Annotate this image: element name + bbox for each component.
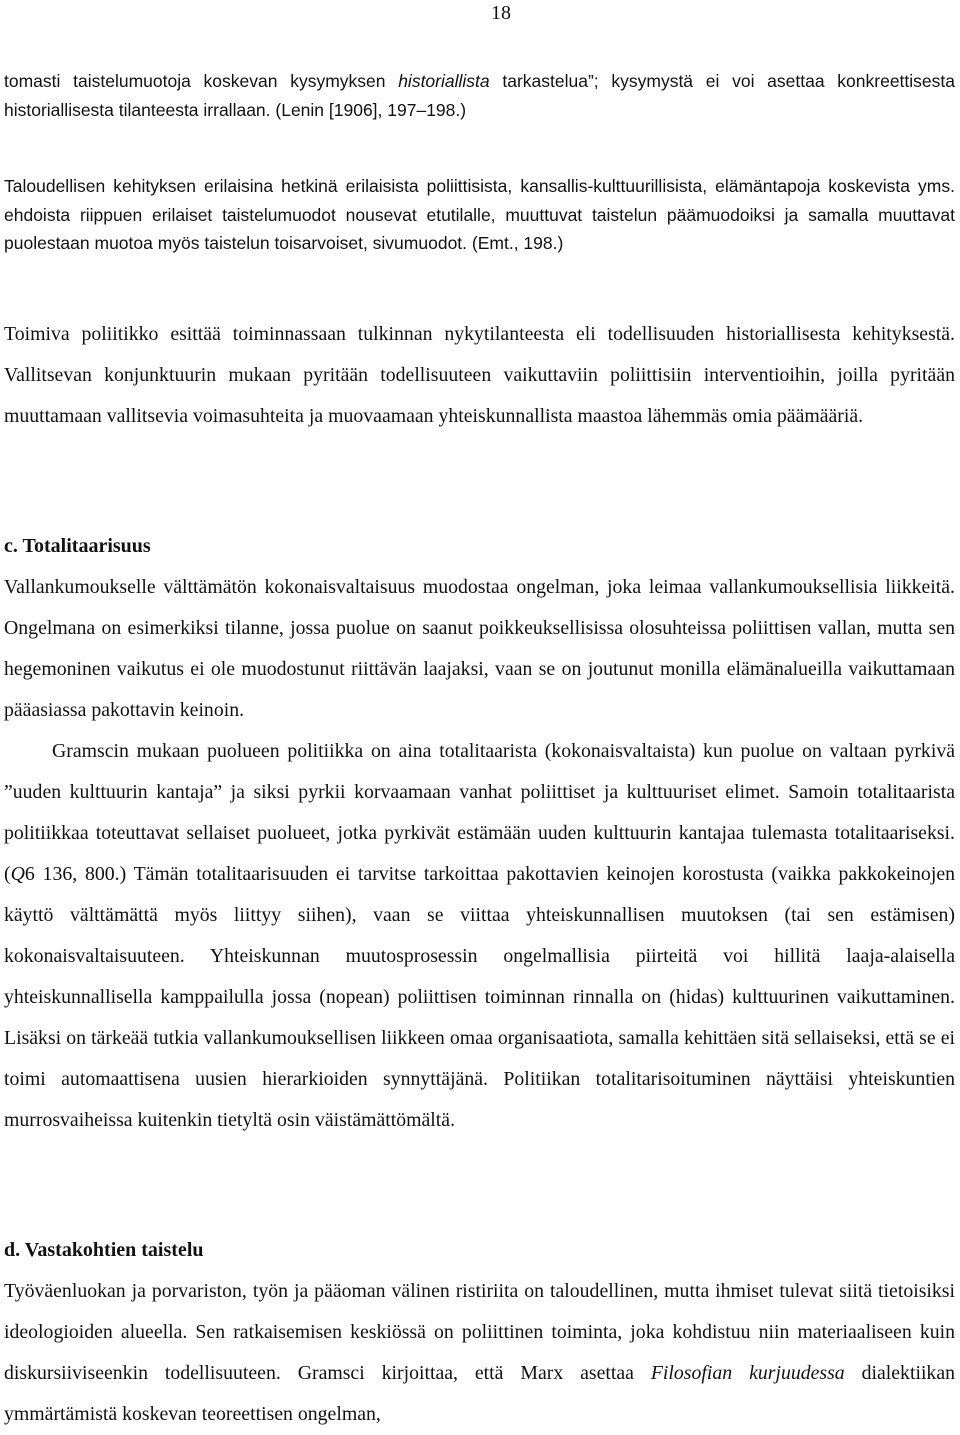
paragraph-contradictions xyxy=(4,1271,955,1435)
paragraph-totalitarianism-1-text: Vallankumoukselle välttämätön kokonaisvaltaisuus muodostaa ongelman, joka leimaa vallankumouksellisia liikkeitä. Ongelmana on esimerkiksi tilanne, jossa puolue on saanut poikkeuksellisissa olosuhteissa poliittisen vallan, mutta sen hegemoninen vaikutus ei ole muodostunut riittävän laajaksi, vaan se on joutunut monilla elämänalueilla vaikuttamaan pääasiassa pakottavin keinoin. xyxy=(4,576,955,721)
paragraph-d-text-start: Työväenluokan ja porvariston, työn ja pääoman välinen ristiriita on taloudellinen, mutta ihmiset tulevat siitä tietoisiksi ideologioiden alueella. Sen ratkaisemisen keskiössä on poliittinen toiminta, joka kohdistuu niin materiaaliseen kuin diskursiiviseenkin todellisuuteen. Gramsci kirjoittaa, että Marx asettaa xyxy=(4,1280,955,1384)
block-quote-lenin-1 xyxy=(4,67,955,124)
quote2-text: Taloudellisen kehityksen erilaisina hetkinä erilaisista poliittisista, kansallis-kulttuurillisista, elämäntapoja koskevista yms. ehdoista riippuen erilaiset taistelumuodot nousevat etutilalle, muuttuvat taistelun päämuodoiksi ja samalla muuttavat puolestaan muotoa myös taistelun toisarvoiset, sivumuodot. (Emt., 198.) xyxy=(4,176,955,253)
para2-text-start: Gramscin mukaan puolueen politiikka on aina totalitaarista (kokonaisvaltaista) kun puolue on valtaan pyrkivä ”uuden kulttuurin kantaja” ja siksi pyrkii korvaamaan vanhat poliittiset ja kulttuuriset elimet. Samoin totalitaarista politiikkaa toteuttavat sellaiset puolueet, jotka pyrkivät estämään uuden kulttuurin kantajaa tulemasta totalitaariseksi. ( xyxy=(4,740,955,885)
book-title-emphasis: Filosofian kurjuudessa xyxy=(650,1362,845,1384)
page-number: 18 xyxy=(491,2,511,24)
paragraph-totalitarianism-1 xyxy=(4,567,955,731)
paragraph-totalitarianism-2 xyxy=(4,731,955,1141)
paragraph-d-text-end: dialektiikan ymmärtämistä koskevan teoreettisen ongelman, xyxy=(4,1362,955,1425)
paragraph-politician xyxy=(4,314,955,437)
section-heading-d: d. Vastakohtien taistelu xyxy=(4,1239,204,1261)
quote1-text-start: tomasti taistelumuotoja koskevan kysymyksen xyxy=(4,71,399,91)
paragraph-politician-text: Toimiva poliitikko esittää toiminnassaan tulkinnan nykytilanteesta eli todellisuuden historiallisesta kehityksestä. Vallitsevan konjunktuurin mukaan pyritään todellisuuteen vaikuttaviin poliittisiin interventioihin, joilla pyritään muuttamaan vallitsevia voimasuhteita ja muovaamaan yhteiskunnallista maastoa lähemmäs omia päämääriä. xyxy=(4,323,955,427)
section-heading-c: c. Totalitaarisuus xyxy=(4,535,151,557)
para2-emphasis: Q xyxy=(10,863,25,885)
para2-text-end: 6 136, 800.) Tämän totalitaarisuuden ei tarvitse tarkoittaa pakottavien keinojen korostusta (vaikka pakkokeinojen käyttö välttämättä myös liittyy siihen), vaan se viittaa yhteiskunnallisen muutoksen (tai sen estämisen) kokonaisvaltaisuuteen. Yhteiskunnan muutosprosessin ongelmallisia piirteitä voi hillitä laaja-alaisella yhteiskunnallisella kamppailulla jossa (nopean) poliittisen toiminnan rinnalla on (hidas) kulttuurinen vaikuttaminen. Lisäksi on tärkeää tutkia vallankumouksellisen liikkeen omaa organisaatiota, samalla kehittäen sitä sellaiseksi, että se ei toimi automaattisena uusien hierarkioiden synnyttäjänä. Politiikan totalitarisoituminen näyttäisi yhteiskuntien murrosvaiheissa kuitenkin tietyltä osin väistämättömältä. xyxy=(4,863,955,1131)
quote1-text-end: tarkastelua”; kysymystä ei voi asettaa konkreettisesta historiallisesta tilanteesta irrallaan. (Lenin [1906], 197–198.) xyxy=(4,71,955,120)
quote1-emphasis: historiallista xyxy=(398,71,490,91)
block-quote-lenin-2 xyxy=(4,172,955,258)
